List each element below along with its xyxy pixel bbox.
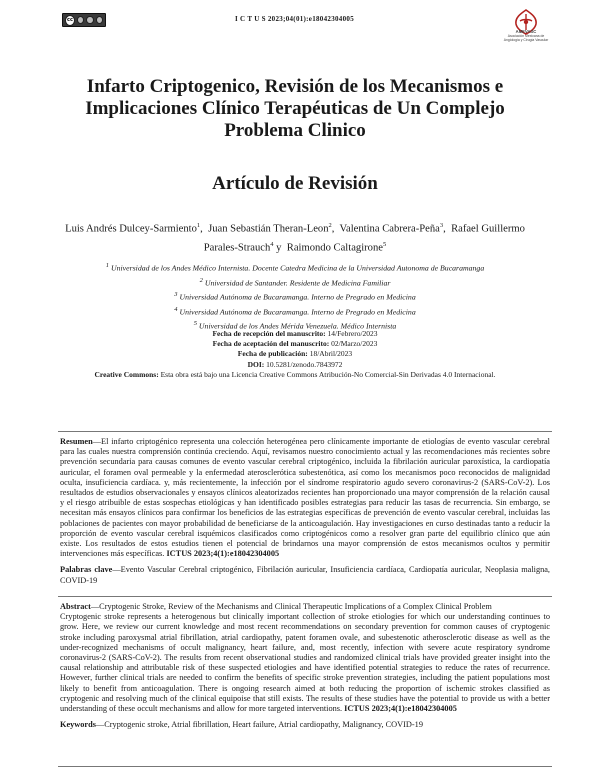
page-header [0,0,589,40]
article-type-heading: Artículo de Revisión [212,173,378,194]
author-list: Luis Andrés Dulcey-Sarmiento$^1$, Juan Sebastián Theran-Leon$^2$, Valentina Cabrera-Peña$^3$, Rafael Guillermo Parales-Strauch$^4$ y Raimondo Caltagirone$^5$ [65,222,525,254]
palabras-clave: Palabras clave—Evento Vascular Cerebral criptogénico, Fibrilación auricular, Insuficiencia cardíaca, Cardiopatía auricular, Neoplasia maligna, COVID-19 [60,565,551,585]
license-statement: Creative Commons: Esta obra está bajo una Licencia Creative Commons Atribución-No Comercial-Sin Derivadas 4.0 Internacional. [94,369,496,379]
divider [58,766,552,767]
author-name: Juan Sebastián Theran-Leon [208,223,329,235]
accepted-date: Fecha de aceptación del manuscrito: 02/Marzo/2023 [212,339,378,349]
affiliation-list [70,260,520,333]
abstract-paragraph: Abstract—Cryptogenic Stroke, Review of the Mechanisms and Clinical Therapeutic Implications of a Complex Clinical Problem Cryptogenic stroke represents a heterogenous but clinically important collection of stroke etiologies for which our understanding continues to grow. Here, we review our current knowledge and most recent recommendations on secondary prevention for common causes of cryptogenic stroke including paroxysmal atrial fibrillation, atrial cardiopathy, patent foramen ovale, and subestenotic atherosclerotic disease as well as the under-recognized mechanisms of occult malignancy, heart failure, and, most recently, infection with severe acute respiratory syndrome coronavirus-2 (SARS-CoV-2). The results from recent observational studies and randomized clinical trials have provided greater insight into the causal relationship and attributable risk of these suspected etiologies and have identified potential strategies to reduce the rates of recurrence. However, further clinical trials are needed to confirm the benefits of specific stroke prevention strategies, including the patient populations most likely to benefit from anticoagulation. There is ongoing research aimed at both reducing the proportion of ischemic strokes classified as cryptogenic and resolving much of the clinical equipoise that still exists. The results of these studies have the potential to provide us with a better understanding of these occult mechanisms and allow for more targeted interventions. ICTUS 2023;4(1):e18042304005 [60,602,550,714]
article-title: Infarto Criptogenico, Revisión de los Mecanismos e Implicaciones Clínico Terapéuticas de Un Complejo Problema Clinico [85,76,505,141]
author-name: Rafael Guillermo Parales-Strauch [203,223,525,254]
published-date: Fecha de publicación: 18/Abril/2023 [237,349,353,359]
keywords: Keywords—Cryptogenic stroke, Atrial fibrillation, Heart failure, Atrial cardiopathy, Malignancy, COVID-19 [60,720,423,730]
logo-caption: AMEVASC Asociación Mexicana de Angiología y Cirugía Vascular [503,29,549,42]
affiliation-item: $^4$ Universidad Autónoma de Bucaramanga. Interno de Pregrado en Medicina [174,305,416,317]
manuscript-metadata [20,329,570,380]
affiliation-item: $^1$ Universidad de los Andes Médico Internista. Docente Catedra Medicina de la Universidad Autonoma de Bucaramanga [105,262,485,273]
affiliation-item: $^2$ Universidad de Santander. Residente de Medicina Familiar [199,276,391,288]
resumen-paragraph: Resumen—El infarto criptogénico representa una colección heterogénea pero clínicamente importante de etiologías de evento vascular cerebral para las cuales nuestra comprensión continúa creciendo. Aquí, revisamos nuestro conocimiento actual y las recomendaciones más recientes sobre prevención secundaria para causas comunes de evento vascular cerebral criptogénico, incluida la fibrilación auricular paroxística, la cardiopatía auricular, el foramen oval permeable y la enfermedad aterosclerótica subestenótica, así como los mecanismos poco reconocidos de malignidad oculta, insuficiencia cardíaca. y, más recientemente, la infección por el síndrome respiratorio agudo severo coronavirus-2 (SARS-CoV-2). Los resultados de estudios observacionales y ensayos clínicos aleatorizados recientes han proporcionado una mayor comprensión de la relación causal y el riesgo atribuible de estas sospechas etiológicas y han identificado posibles estrategias para reducir las tasas de recurrencia. Sin embargo, se necesitan más ensayos clínicos para confirmar los beneficios de las estrategias específicas de prevención de evento vascular cerebral, incluidas las poblaciones de pacientes con mayor probabilidad de beneficiarse de la anticoagulación. Hay investigaciones en curso destinadas tanto a reducir la proporción de evento vascular cerebral isquémicos clasificados como criptogénicos como a resolver gran parte del equilibrio clínico que aún existe. Los resultados de estos estudios tienen el potencial de brindarnos una mayor comprensión de estos mecanismos ocultos y permitir intervenciones más específicas. ICTUS 2023;4(1):e18042304005 [60,437,550,559]
journal-citation-header: I C T U S 2023;04(01):e18042304005 [234,15,355,23]
cc-icon: cc [65,15,75,26]
doi: DOI: 10.5281/zenodo.7843972 [247,359,343,369]
affiliation-item: $^3$ Universidad Autónoma de Bucaramanga. Interno de Pregrado en Medicina [174,291,416,302]
author-name: Luis Andrés Dulcey-Sarmiento [65,223,197,235]
received-date: Fecha de recepción del manuscrito: 14/Febrero/2023 [212,329,378,338]
author-name: Raimondo Caltagirone [286,242,383,254]
resumen-box [58,431,552,589]
author-name: Valentina Cabrera-Peña [339,223,440,235]
affiliation-item: $^5$ Universidad de los Andes Mérida Venezuela. Médico Internista [193,320,397,331]
doi-link[interactable]: 10.5281/zenodo.7843972 [266,359,343,369]
abstract-box [58,596,552,766]
